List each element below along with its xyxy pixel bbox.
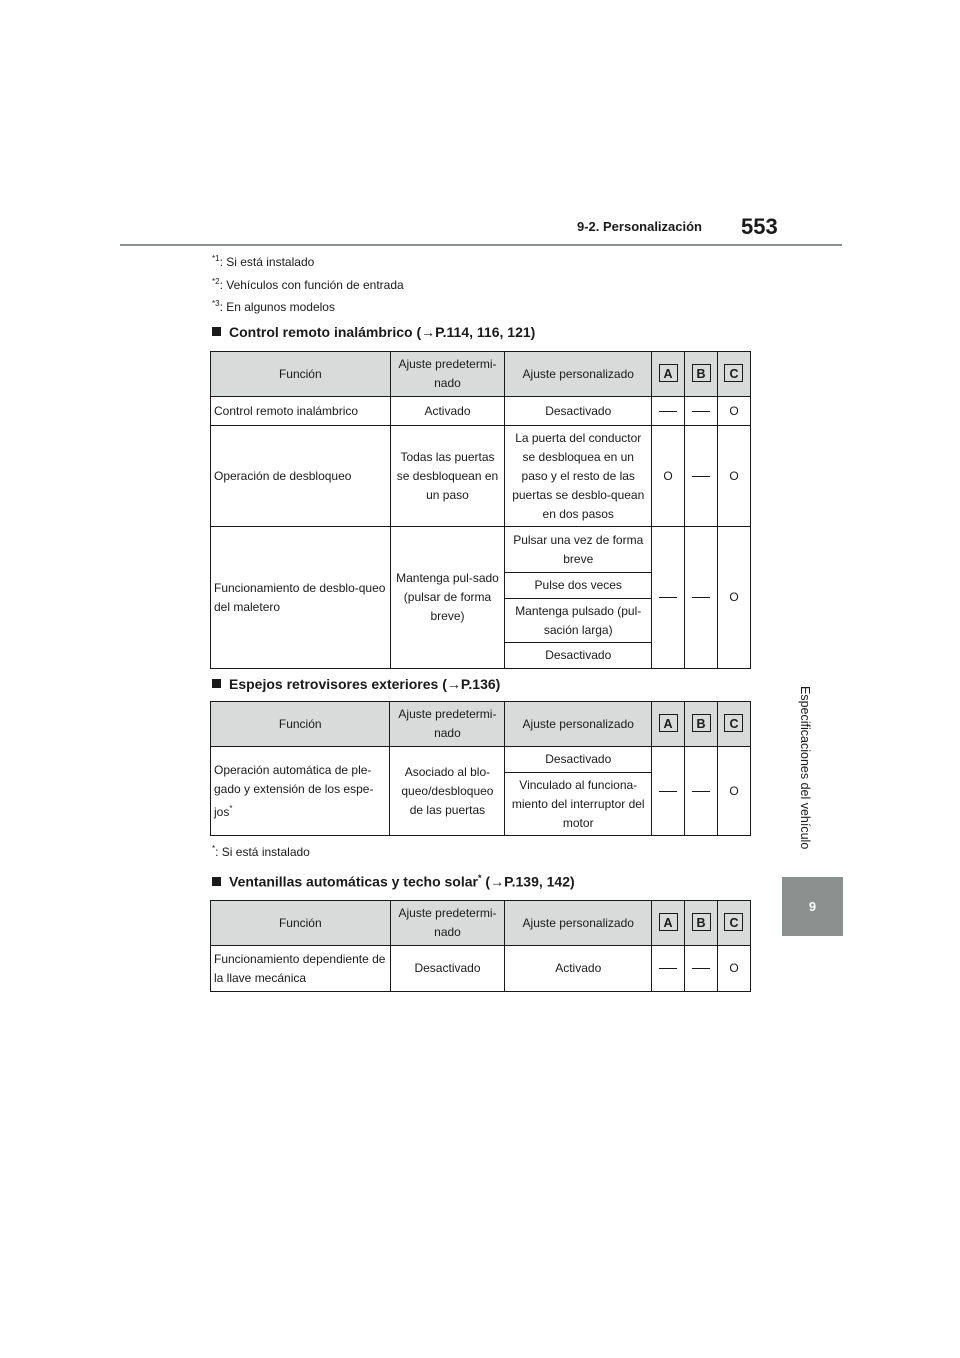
section-heading-windows: Ventanillas automáticas y techo solar* (→P.139, 142): [212, 873, 575, 890]
footnote-mirrors: *: Si está instalado: [212, 844, 310, 859]
dash-mark: [659, 968, 677, 969]
table-mirrors: Función Ajuste predetermi-nado Ajuste personalizado A B C Operación automática de ple-gado y extensión de los espe-jos* Asociado al blo-queo/desbloqueo de las puertas Desactivado O Vinculado al funciona-miento del interruptor del motor: [210, 701, 751, 836]
col-header-a: A: [659, 714, 678, 732]
col-header-function: Función: [211, 352, 391, 397]
col-header-b: B: [692, 913, 711, 931]
col-header-default: Ajuste predetermi-nado: [390, 901, 505, 946]
footnote-2: $^{*2}$: Vehículos con función de entrada: [212, 277, 404, 292]
col-header-custom: Ajuste personalizado: [505, 901, 652, 946]
col-header-custom: Ajuste personalizado: [505, 702, 652, 747]
col-header-b: B: [692, 714, 711, 732]
side-tab-number: 9: [782, 877, 843, 936]
col-header-c: C: [724, 913, 743, 931]
dash-mark: [659, 597, 677, 598]
table-row: Operación automática de ple-gado y extensión de los espe-jos* Asociado al blo-queo/desbloqueo de las puertas Desactivado O: [211, 747, 751, 773]
col-header-a: A: [659, 364, 678, 382]
col-header-c: C: [724, 364, 743, 382]
col-header-a: A: [659, 913, 678, 931]
table-row: Operación de desbloqueo Todas las puertas se desbloquean en un paso La puerta del conductor se desbloquea en un paso y el resto de las puertas se desblo-quean en dos pasos O O: [211, 426, 751, 527]
col-header-c: C: [724, 714, 743, 732]
section-title: 9-2. Personalización: [577, 219, 702, 234]
side-tab-label: Especificaciones del vehículo: [798, 686, 812, 850]
dash-mark: [692, 597, 710, 598]
table-windows: [210, 900, 751, 992]
col-header-default: Ajuste predetermi-nado: [390, 352, 505, 397]
section-heading-remote: Control remoto inalámbrico (→P.114, 116, 121): [212, 324, 535, 340]
col-header-function: Función: [211, 702, 390, 747]
table-row: Control remoto inalámbrico Activado Desactivado O: [211, 397, 751, 426]
dash-mark: [659, 791, 677, 792]
dash-mark: [659, 411, 677, 412]
col-header-custom: Ajuste personalizado: [505, 352, 652, 397]
col-header-b: B: [692, 364, 711, 382]
dash-mark: [692, 411, 710, 412]
table-row: Funcionamiento de desblo-queo del maletero Mantenga pul-sado (pulsar de forma breve) Pulsar una vez de forma breve O: [211, 527, 751, 573]
table-row: Funcionamiento dependiente de la llave mecánica Desactivado Activado O: [211, 946, 751, 992]
header-rule: [120, 244, 842, 246]
col-header-default: Ajuste predetermi-nado: [390, 702, 505, 747]
footnote-3: $^{*3}$: En algunos modelos: [212, 299, 335, 314]
col-header-function: Función: [211, 901, 391, 946]
footnote-1: $^{*1}$: Si está instalado: [212, 254, 315, 269]
section-heading-mirrors: Espejos retrovisores exteriores (→P.136): [212, 676, 500, 692]
dash-mark: [692, 476, 710, 477]
page-number: 553: [741, 214, 778, 239]
dash-mark: [692, 968, 710, 969]
table-remote: Función Ajuste predetermi-nado Ajuste personalizado A B C Control remoto inalámbrico Activado Desactivado O Operación de desbloqueo Todas las puertas se desbloquean en un paso La puerta del conductor se desbloquea en un paso y el resto de las puertas se desblo-quean en dos pasos O O Funcionamiento de desblo-queo del maletero Mantenga pul-sado (pulsar de forma breve) Pulsar una vez de forma breve O Pulse dos veces Mantenga pulsado (pul-sación larga) Desactivado: [210, 351, 751, 669]
dash-mark: [692, 791, 710, 792]
